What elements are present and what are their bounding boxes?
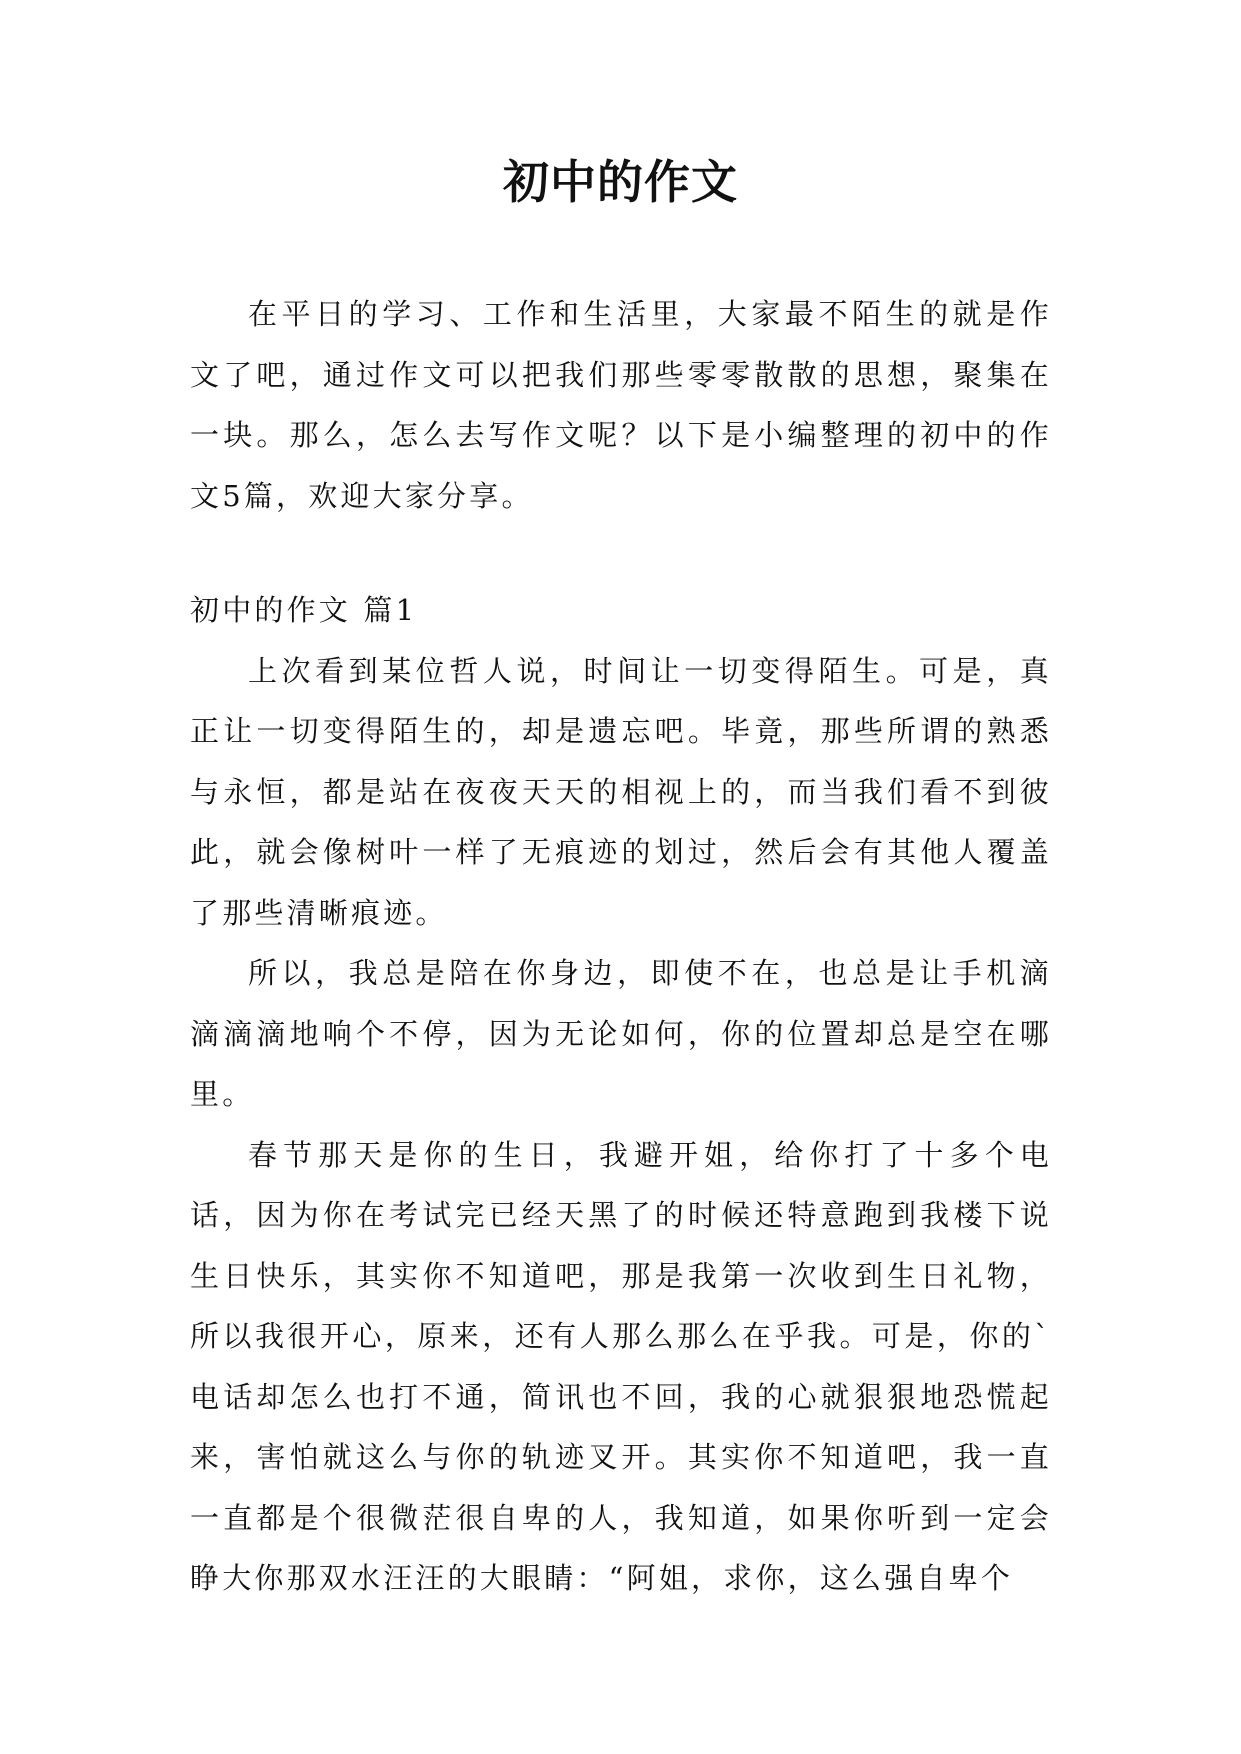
article-paragraph: 所以，我总是陪在你身边，即使不在，也总是让手机滴滴滴滴地响个不停，因为无论如何，你的位置却总是空在哪里。 (190, 956, 1052, 1111)
intro-text: 在平日的学习、工作和生活里，大家最不陌生的就是作文了吧，通过作文可以把我们那些零零散散的思想，聚集在一块。那么，怎么去写作文呢？以下是小编整理的初中的作文5篇，欢迎大家分享。 (190, 297, 1052, 513)
page-title: 初中的作文 (503, 155, 738, 209)
article-paragraph: 上次看到某位哲人说，时间让一切变得陌生。可是，真正让一切变得陌生的，却是遗忘吧。毕竟，那些所谓的熟悉与永恒，都是站在夜夜天天的相视上的，而当我们看不到彼此，就会像树叶一样了无痕迹的划过，然后会有其他人覆盖了那些清晰痕迹。 (190, 653, 1052, 930)
intro-paragraph (190, 284, 1052, 526)
article-paragraph: 春节那天是你的生日，我避开姐，给你打了十多个电话，因为你在考试完已经天黑了的时候还特意跑到我楼下说生日快乐，其实你不知道吧，那是我第一次收到生日礼物，所以我很开心，原来，还有人那么那么在乎我。可是，你的`电话却怎么也打不通，简讯也不回，我的心就狠狠地恐慌起来，害怕就这么与你的轨迹叉开。其实你不知道吧，我一直一直都是个很微茫很自卑的人，我知道，如果你听到一定会睁大你那双水汪汪的大眼睛：“阿姐，求你，这么强自卑个 (190, 1137, 1052, 1595)
article-section (190, 580, 1052, 1609)
section-heading: 初中的作文 篇1 (190, 593, 418, 627)
